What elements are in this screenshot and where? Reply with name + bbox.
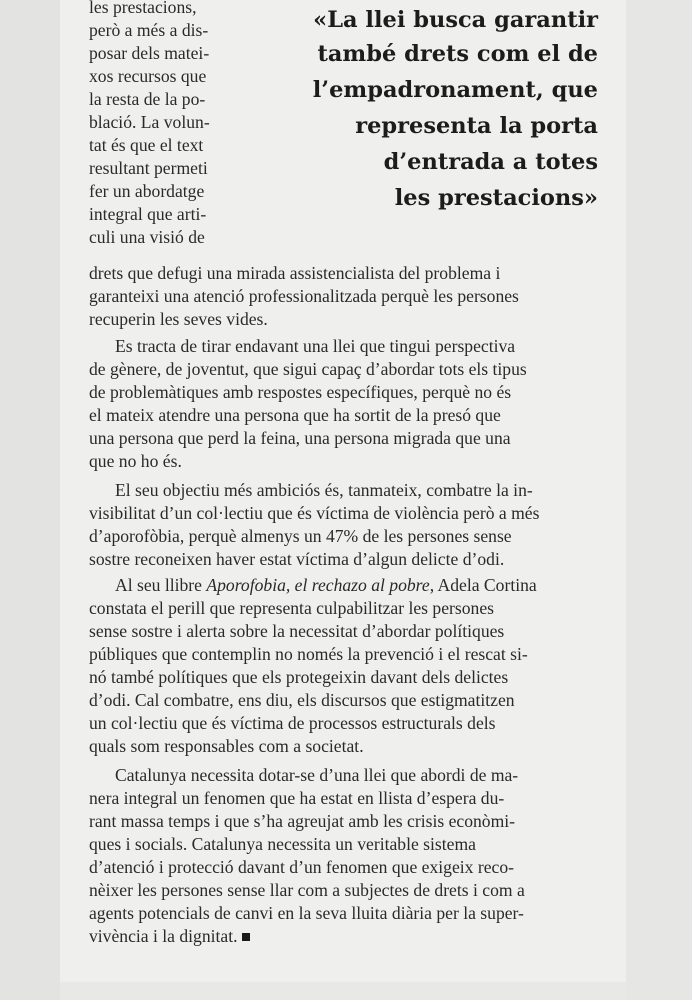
body-line: el mateix atendre una persona que ha sortit de la presó que xyxy=(89,405,501,425)
body-line: Catalunya necessita dotar-se d’una llei que abordi de ma- xyxy=(115,765,519,785)
end-of-article-mark xyxy=(242,933,250,941)
page-margin-left xyxy=(0,0,60,1000)
body-line: recuperin les seves vides. xyxy=(89,309,268,329)
pull-quote-line: «La llei busca garantir xyxy=(313,7,598,33)
body-text: Al seu llibre xyxy=(115,575,207,595)
column-line: la resta de la po- xyxy=(89,89,206,109)
body-line: una persona que perd la feina, una persona migrada que una xyxy=(89,428,511,448)
body-line: públiques que contemplin no només la prevenció i el rescat si- xyxy=(89,644,528,664)
body-line: constata el perill que representa culpabilitzar les persones xyxy=(89,598,494,618)
column-line: xos recursos que xyxy=(89,66,207,86)
column-line: posar dels matei- xyxy=(89,43,210,63)
body-line: rant massa temps i que s’ha agreujat amb les crisis econòmi- xyxy=(89,811,516,831)
body-line: d’aporofòbia, perquè almenys un 47% de les persones sense xyxy=(89,526,512,546)
book-title: Aporofobia, el rechazo al pobre xyxy=(206,575,430,595)
body-text: , Adela Cortina xyxy=(429,575,537,595)
body-line: Es tracta de tirar endavant una llei que tingui perspectiva xyxy=(115,336,516,356)
body-line: El seu objectiu més ambiciós és, tanmateix, combatre la in- xyxy=(115,480,533,500)
column-line: les prestacions, xyxy=(89,0,197,17)
body-line: sense sostre i alerta sobre la necessitat d’abordar polítiques xyxy=(89,621,505,641)
column-line: fer un abordatge xyxy=(89,181,205,201)
body-line: nera integral un fenomen que ha estat en llista d’espera du- xyxy=(89,788,505,808)
pull-quote-line: també drets com el de xyxy=(317,41,598,67)
body-line: garanteixi una atenció professionalitzada perquè les persones xyxy=(89,286,519,306)
body-line: ques i socials. Catalunya necessita un veritable sistema xyxy=(89,834,476,854)
body-line xyxy=(89,925,250,948)
body-line: un col·lectiu que és víctima de processos estructurals dels xyxy=(89,713,496,733)
column-line: culi una visió de xyxy=(89,227,205,247)
page-margin-right xyxy=(626,0,692,1000)
column-line: resultant permeti xyxy=(89,158,208,178)
body-line xyxy=(115,574,537,597)
column-line: però a més a dis- xyxy=(89,20,209,40)
body-line: d’odi. Cal combatre, ens diu, els discursos que estigmatitzen xyxy=(89,690,515,710)
body-line: visibilitat d’un col·lectiu que és víctima de violència però a més xyxy=(89,503,540,523)
body-line: nó també polítiques que els protegeixin davant dels delictes xyxy=(89,667,509,687)
body-line: que no ho és. xyxy=(89,451,182,471)
body-line: d’atenció i protecció davant d’un fenomen que exigeix reco- xyxy=(89,857,514,877)
column-line: blació. La volun- xyxy=(89,112,210,132)
body-line: sostre reconeixen haver estat víctima d’algun delicte d’odi. xyxy=(89,549,505,569)
body-line: quals som responsables com a societat. xyxy=(89,736,364,756)
pull-quote-line: l’empadronament, que xyxy=(312,77,598,103)
column-line: integral que arti- xyxy=(89,204,207,224)
body-line: de problemàtiques amb respostes específiques, perquè no és xyxy=(89,382,512,402)
body-line: nèixer les persones sense llar com a subjectes de drets i com a xyxy=(89,880,525,900)
pull-quote-line: representa la porta xyxy=(355,113,598,139)
column-line: tat és que el text xyxy=(89,135,204,155)
body-text: vivència i la dignitat. xyxy=(89,926,238,946)
pull-quote-line: les prestacions» xyxy=(394,185,598,211)
body-line: de gènere, de joventut, que sigui capaç d’abordar tots els tipus xyxy=(89,359,527,379)
body-line: agents potencials de canvi en la seva lluita diària per la super- xyxy=(89,903,524,923)
body-line: drets que defugi una mirada assistencialista del problema i xyxy=(89,263,501,283)
pull-quote-line: d’entrada a totes xyxy=(383,149,598,175)
newspaper-clipping xyxy=(60,0,626,982)
